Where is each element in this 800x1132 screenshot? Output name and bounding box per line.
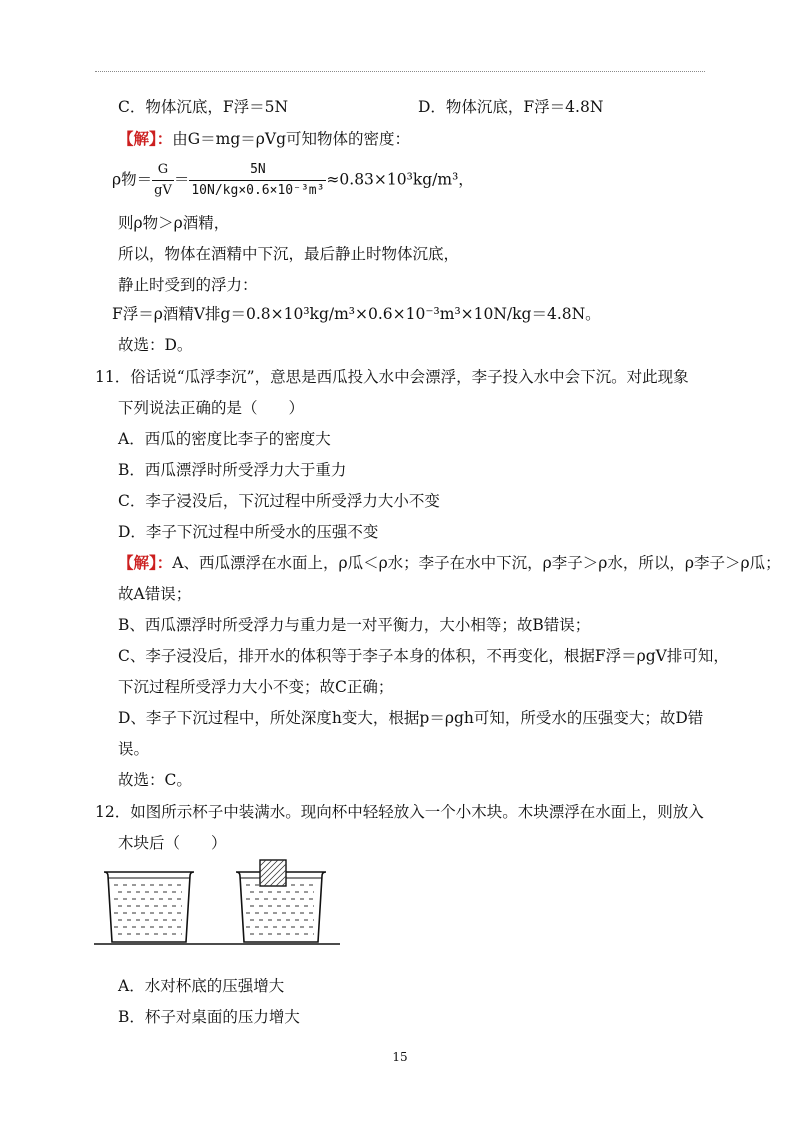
cups-figure [94,858,344,948]
solution-line: B、西瓜漂浮时所受浮力与重力是一对平衡力，大小相等；故B错误； [118,616,591,634]
solution-line: F浮＝ρ酒精V排g＝0.8×10³kg/m³×0.6×10⁻³m³×10N/kg＝4.8N。 [112,305,601,323]
solution-line [118,128,410,150]
option-c: C．李子浸没后，下沉过程中所受浮力大小不变 [118,492,440,510]
solution-text: 由G＝mg＝ρVg可知物体的密度： [172,130,410,148]
cup-with-block [236,860,326,942]
question-stem: 11．俗话说“瓜浮李沉”，意思是西瓜投入水中会漂浮，李子投入水中会下沉。对此现象 [95,368,689,386]
approx-result: ≈0.83×10³kg/m³， [326,170,474,189]
frac-den: 10N/kg×0.6×10⁻³m³ [189,180,326,201]
header-divider [95,71,705,72]
question-stem: 12．如图所示杯子中装满水。现向杯中轻轻放入一个小木块。木块漂浮在水面上，则放入 [95,803,704,821]
solution-line: C、李子浸没后，排开水的体积等于李子本身的体积，不再变化，根据F浮＝ρgV排可知， [118,647,729,665]
solution-line: 故A错误； [118,585,192,603]
solution-line: 误。 [118,740,150,758]
density-formula [112,160,474,201]
question-stem: 木块后（ ） [118,834,227,852]
option-d: D．李子下沉过程中所受水的压强不变 [118,523,379,541]
solution-tag: 【解】： [118,553,173,572]
option-c: C．物体沉底，F浮＝5N [118,98,289,116]
question-stem: 下列说法正确的是（ ） [118,399,305,417]
solution-tag: 【解】： [118,129,173,148]
answer-line: 故选：C。 [118,771,192,789]
answer-line: 故选：D。 [118,336,193,354]
fraction-g-over-gv [152,160,174,201]
frac-num: G [157,162,169,177]
option-a: A．水对杯底的压强增大 [118,977,285,995]
option-b: B．杯子对桌面的压力增大 [118,1008,300,1026]
solution-line: 则ρ物＞ρ酒精， [118,214,230,232]
rho-lhs: ρ物＝ [112,170,153,189]
frac-den: gV [152,180,174,201]
solution-line: 静止时受到的浮力： [118,276,258,294]
solution-line [118,552,781,574]
fraction-values [189,160,326,201]
wooden-block [260,860,286,886]
solution-line: D、李子下沉过程中，所处深度h变大，根据p＝ρgh可知，所受水的压强变大；故D错 [118,709,704,727]
solution-line: 下沉过程所受浮力大小不变；故C正确； [118,678,394,696]
option-a: A．西瓜的密度比李子的密度大 [118,430,331,448]
solution-text: A、西瓜漂浮在水面上，ρ瓜＜ρ水；李子在水中下沉，ρ李子＞ρ水，所以，ρ李子＞ρ瓜； [172,554,781,572]
option-b: B．西瓜漂浮时所受浮力大于重力 [118,461,347,479]
equals-sign: ＝ [173,170,190,189]
solution-line: 所以，物体在酒精中下沉，最后静止时物体沉底， [118,245,460,263]
frac-num: 5N [250,162,266,177]
option-d: D．物体沉底，F浮＝4.8N [418,98,604,116]
full-cup [104,872,194,942]
page-number: 15 [392,1050,408,1064]
